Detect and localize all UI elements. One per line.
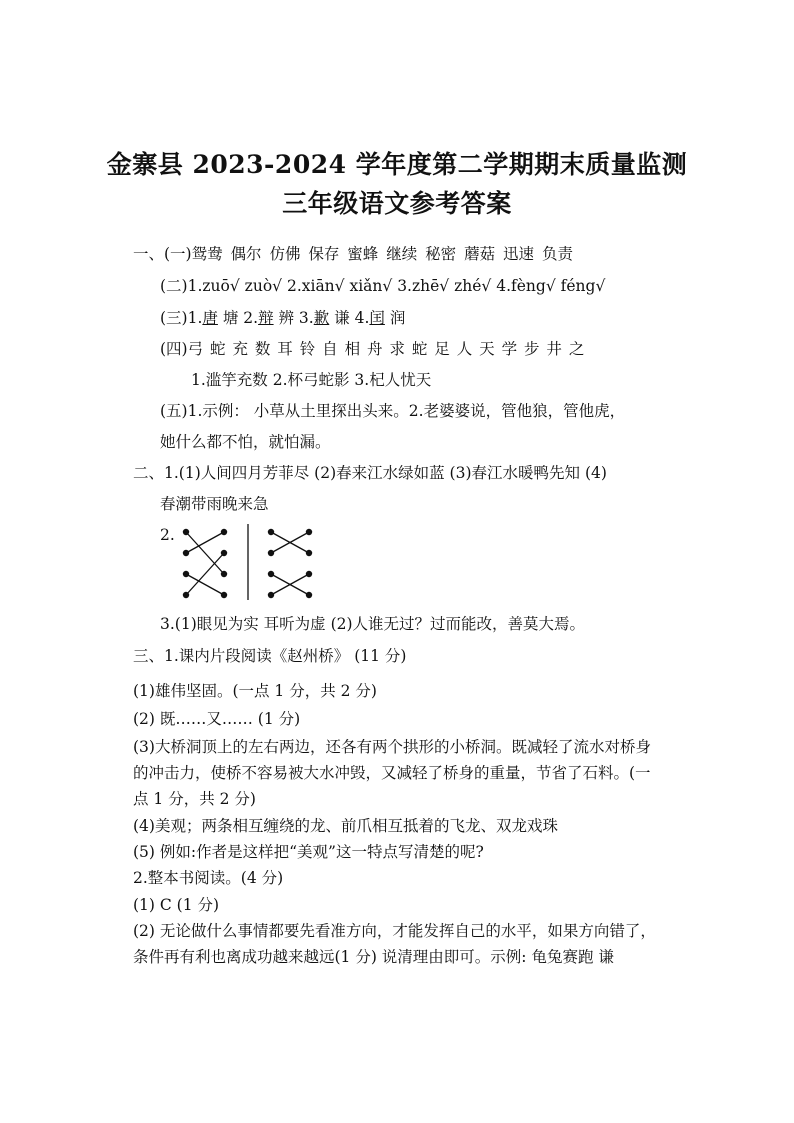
s1-q3-part-b: 塘 2.: [217, 309, 259, 327]
s3-q2-heading: 2.整本书阅读。(4 分): [133, 869, 284, 887]
match-line-left-2: [186, 532, 224, 553]
s1-q5-line1: (五)1.示例： 小草从土里探出头来。2.老婆婆说，管他狼，管他虎，: [160, 402, 626, 420]
s1-q4-idioms: 1.滥竽充数 2.杯弓蛇影 3.杞人忧天: [191, 371, 432, 389]
s2-q1-line1: 二、1.(1)人间四月芳菲尽 (2)春来江水绿如蓝 (3)春江水暖鸭先知 (4): [133, 464, 607, 482]
match-dot: [221, 550, 227, 556]
s2-q3-answer: 3.(1)眼见为实 耳听为虚 (2)人谁无过？过而能改，善莫大焉。: [160, 615, 586, 633]
s2-q2-label: 2.: [160, 526, 175, 544]
s3-b2-line2: 条件再有利也离成功越来越远(1 分) 说清理由即可。示例: 龟兔赛跑 谦: [133, 948, 614, 966]
s1-q3-part-h: 润: [384, 309, 406, 327]
document-title: 金寨县 2023-2024 学年度第二学期期末质量监测: [106, 150, 688, 179]
match-dot: [221, 592, 227, 598]
match-line-left-1: [186, 532, 224, 574]
match-dot: [183, 529, 189, 535]
match-dot: [268, 571, 274, 577]
s3-a5: (5) 例如:作者是这样把“美观”这一特点写清楚的呢?: [133, 843, 484, 861]
matching-diagram: [178, 522, 318, 600]
s1-q3-word-a: 唐: [202, 309, 218, 327]
s3-a3-line3: 点 1 分，共 2 分): [133, 790, 256, 808]
s1-q4-chars: (四)弓 蛇 充 数 耳 铃 自 相 舟 求 蛇 足 人 天 学 步 井 之: [160, 340, 585, 358]
match-dot: [306, 592, 312, 598]
s1-q3-prefix: (三)1.: [160, 309, 203, 327]
s3-a3-line1: (3)大桥洞顶上的左右两边，还各有两个拱形的小桥洞。既减轻了流水对桥身: [133, 738, 651, 756]
s1-q3-part-f: 谦 4.: [329, 309, 370, 327]
s2-q1-line2: 春潮带雨晚来急: [160, 495, 269, 513]
s1-q5-line2: 她什么都不怕，就怕漏。: [160, 433, 331, 451]
s3-a4: (4)美观；两条相互缠绕的龙、前爪相互抵着的飞龙、双龙戏珠: [133, 817, 558, 835]
match-dot: [268, 592, 274, 598]
s3-heading: 三、1.课内片段阅读《赵州桥》 (11 分): [133, 647, 407, 665]
match-line-left-3: [186, 574, 224, 595]
match-dot: [183, 571, 189, 577]
s1-q3-part-d: 辨 3.: [273, 309, 314, 327]
s3-a2: (2) 既……又…… (1 分): [133, 710, 301, 728]
match-dot: [221, 529, 227, 535]
match-dot: [268, 550, 274, 556]
match-dot: [268, 529, 274, 535]
s3-b1: (1) C (1 分): [133, 896, 220, 914]
s1-q3-word-c: 辩: [258, 309, 274, 327]
s3-a3-line2: 的冲击力，使桥不容易被大水冲毁，又减轻了桥身的重量，节省了石料。(一: [133, 764, 651, 782]
match-line-left-4: [186, 553, 224, 595]
document-subtitle: 三年级语文参考答案: [282, 189, 512, 218]
match-dot: [183, 592, 189, 598]
s1-q2-answer: (二)1.zuō√ zuò√ 2.xiān√ xiǎn√ 3.zhē√ zhé√ 4.fèng√ féng√: [160, 277, 606, 295]
match-dot: [306, 571, 312, 577]
s3-a1: (1)雄伟坚固。(一点 1 分，共 2 分): [133, 682, 377, 700]
s1-q1-answer: 一、(一)鸳鸯 偶尔 仿佛 保存 蜜蜂 继续 秘密 蘑菇 迅速 负责: [133, 245, 573, 263]
match-dot: [306, 529, 312, 535]
match-dot: [183, 550, 189, 556]
s1-q3-word-e: 歉: [313, 309, 330, 327]
s1-q3-word-g: 闰: [369, 309, 385, 327]
match-dot: [221, 571, 227, 577]
match-dot: [306, 550, 312, 556]
s3-b2-line1: (2) 无论做什么事情都要先看准方向，才能发挥自己的水平，如果方向错了，: [133, 922, 656, 940]
s1-q3-answer: [160, 307, 405, 329]
